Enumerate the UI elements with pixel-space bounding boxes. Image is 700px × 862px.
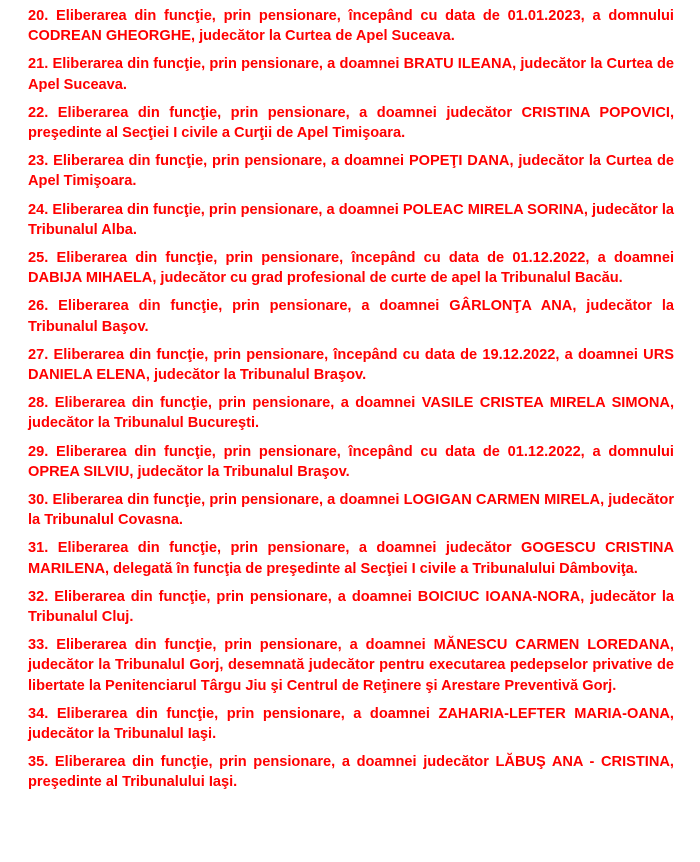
list-item-21: 21. Eliberarea din funcţie, prin pensionare, a doamnei BRATU ILEANA, judecător la Curtea de Apel Suceava. [28, 56, 674, 93]
list-item-30: 30. Eliberarea din funcţie, prin pensionare, a doamnei LOGIGAN CARMEN MIRELA, judecător la Tribunalul Covasna. [28, 491, 674, 529]
list-item-31: 31. Eliberarea din funcţie, prin pensionare, a doamnei judecător GOGESCU CRISTINA MARILENA, delegată în funcţia de preşedinte al Secţiei I civile a Tribunalului Dâmboviţa. [28, 540, 674, 577]
list-item-25: 25. Eliberarea din funcţie, prin pensionare, începând cu data de 01.12.2022, a doamnei DABIJA MIHAELA, judecător cu grad profesional de curte de apel la Tribunalul Bacău. [28, 249, 674, 287]
list-item-29: 29. Eliberarea din funcţie, prin pensionare, începând cu data de 01.12.2022, a domnului OPREA SILVIU, judecător la Tribunalul Braşov. [28, 443, 674, 480]
list-item-32: 32. Eliberarea din funcţie, prin pensionare, a doamnei BOICIUC IOANA-NORA, judecător la Tribunalul Cluj. [28, 588, 674, 625]
document-body [28, 6, 674, 801]
list-item-23: 23. Eliberarea din funcţie, prin pensionare, a doamnei POPEŢI DANA, judecător la Curtea de Apel Timişoara. [28, 153, 674, 190]
list-item-35: 35. Eliberarea din funcţie, prin pensionare, a doamnei judecător LĂBUŞ ANA - CRISTINA, preşedinte al Tribunalului Iaşi. [28, 754, 674, 791]
list-item-26: 26. Eliberarea din funcţie, prin pensionare, a doamnei GÂRLONŢA ANA, judecător la Tribunalul Başov. [28, 298, 674, 335]
list-item-27: 27. Eliberarea din funcţie, prin pensionare, începând cu data de 19.12.2022, a doamnei URS DANIELA ELENA, judecător la Tribunalul Braşov. [28, 346, 674, 384]
list-item-22: 22. Eliberarea din funcţie, prin pensionare, a doamnei judecător CRISTINA POPOVICI, preşedinte al Secţiei I civile a Curţii de Apel Timişoara. [28, 104, 674, 142]
list-item-20: 20. Eliberarea din funcţie, prin pensionare, începând cu data de 01.01.2023, a domnului CODREAN GHEORGHE, judecător la Curtea de Apel Suceava. [28, 8, 674, 45]
list-item-24: 24. Eliberarea din funcţie, prin pensionare, a doamnei POLEAC MIRELA SORINA, judecător la Tribunalul Alba. [28, 201, 674, 238]
list-item-33: 33. Eliberarea din funcţie, prin pensionare, a doamnei MĂNESCU CARMEN LOREDANA, judecător la Tribunalul Gorj, desemnată judecător pentru executarea pedepselor privative de libertate la Penitenciarul Târgu Jiu şi Centrul de Reţinere şi Arestare Preventivă Gorj. [28, 637, 674, 694]
list-item-28: 28. Eliberarea din funcţie, prin pensionare, a doamnei VASILE CRISTEA MIRELA SIMONA, judecător la Tribunalul Bucureşti. [28, 395, 674, 432]
list-item-34: 34. Eliberarea din funcţie, prin pensionare, a doamnei ZAHARIA-LEFTER MARIA-OANA, judecător la Tribunalul Iaşi. [28, 705, 674, 743]
